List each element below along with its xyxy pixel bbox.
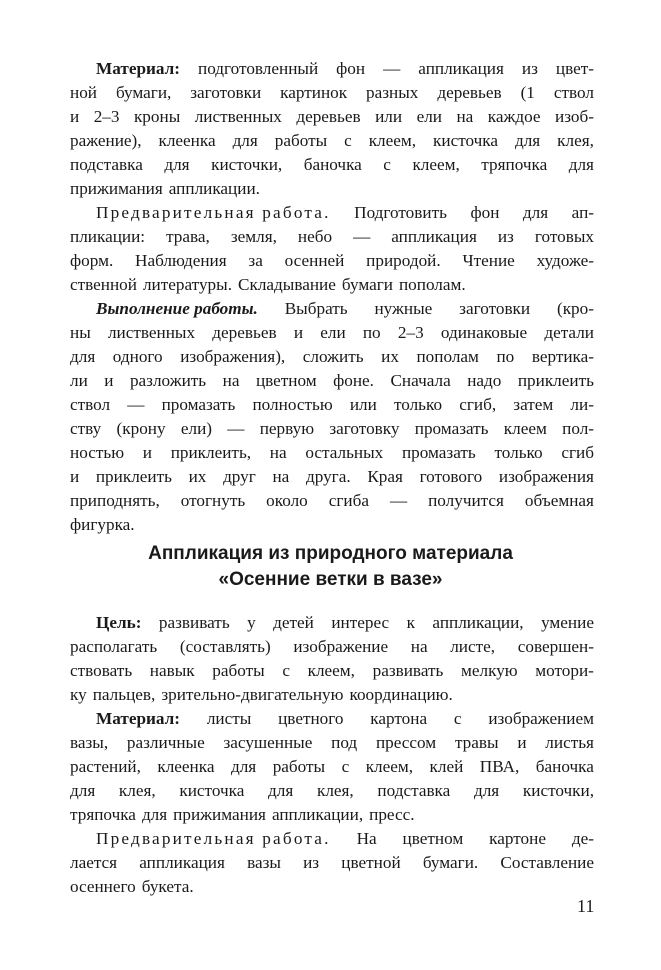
word: трава,: [166, 227, 210, 246]
text-line: [70, 57, 594, 81]
word: вазы,: [70, 733, 109, 752]
word: детали: [544, 323, 594, 342]
text-line: [70, 875, 594, 899]
word: бумаги,: [115, 83, 172, 102]
word: готовых: [534, 227, 594, 246]
text-line: [70, 201, 594, 225]
word: подставка: [377, 781, 451, 800]
word: прижимания: [173, 805, 266, 824]
word: кисточка: [179, 781, 245, 800]
word: располагать: [70, 637, 158, 656]
word: цветного: [278, 709, 344, 728]
word: Сначала: [390, 371, 451, 390]
text-line: [70, 81, 594, 105]
text-line: [70, 369, 594, 393]
word: работы: [272, 757, 326, 776]
text-line: [70, 393, 594, 417]
word: с: [341, 757, 350, 776]
word: На: [356, 829, 377, 848]
word: ап-: [571, 203, 594, 222]
word: пликации:: [70, 227, 146, 246]
text-line: [70, 321, 594, 345]
word: бумаги: [341, 275, 393, 294]
word: осеннего: [70, 877, 136, 896]
word: земля,: [230, 227, 277, 246]
word: клеем,: [368, 131, 417, 150]
word: фон: [470, 203, 500, 222]
text-line: [70, 683, 594, 707]
word: их: [188, 467, 207, 486]
word: и: [517, 733, 527, 752]
word: совершен-: [517, 637, 594, 656]
word: разложить: [129, 371, 207, 390]
word: осенней: [284, 251, 345, 270]
word: пополам.: [398, 275, 466, 294]
word: у: [247, 613, 256, 632]
word: или: [349, 395, 377, 414]
word: надо: [467, 371, 502, 390]
word: —: [127, 395, 145, 414]
word: для: [268, 781, 294, 800]
word: для: [230, 757, 257, 776]
word: травы: [454, 733, 499, 752]
word: друг: [223, 467, 256, 486]
word: пресс.: [369, 805, 415, 824]
paragraph-preliminary-work-2: [70, 827, 594, 899]
word: деревьев: [212, 323, 277, 342]
word: для: [141, 805, 168, 824]
word: прессом: [375, 733, 437, 752]
word: и: [293, 323, 304, 342]
word: изображения: [498, 467, 594, 486]
text-line: [70, 225, 594, 249]
word: цвет-: [555, 59, 594, 78]
word: природой.: [366, 251, 441, 270]
word: кисточки,: [211, 155, 283, 174]
paragraph-material-2: [70, 707, 594, 827]
word: первую: [259, 419, 315, 438]
word: на: [269, 443, 287, 462]
word: сгиб: [561, 443, 594, 462]
paragraph-label: Выполнение работы.: [96, 299, 258, 318]
word: картоне: [489, 829, 546, 848]
word: ели): [180, 419, 212, 438]
word: ели: [416, 107, 442, 126]
word: ственной: [70, 275, 137, 294]
word: для: [164, 155, 190, 174]
word: для: [522, 203, 549, 222]
word: цветном: [402, 829, 464, 848]
text-line: [70, 659, 594, 683]
word: лиственных: [194, 107, 282, 126]
word: на: [272, 467, 290, 486]
word: друга.: [305, 467, 351, 486]
word: развивать: [372, 661, 444, 680]
word: лиственных: [107, 323, 196, 342]
word: различные: [126, 733, 205, 752]
word: ели: [320, 323, 346, 342]
paragraph-goal: [70, 611, 594, 707]
word: и: [104, 371, 114, 390]
page-number: 11: [577, 896, 595, 916]
word: пол-: [562, 419, 594, 438]
word: умение: [541, 613, 594, 632]
word: для: [70, 781, 96, 800]
word: картинок: [280, 83, 348, 102]
word: ражение),: [70, 131, 142, 150]
word: 2–3: [93, 107, 120, 126]
word: затем: [513, 395, 554, 414]
section-heading-line-1: Аппликация из природного материала: [148, 543, 513, 564]
word: вертика-: [531, 347, 594, 366]
word: Края: [367, 467, 403, 486]
text-line: [70, 465, 594, 489]
word: прижимания: [70, 179, 163, 198]
word: аппликация: [418, 59, 504, 78]
paragraph-label: Цель:: [96, 613, 142, 632]
word: Наблюдения: [135, 251, 227, 270]
word: каждое: [487, 107, 541, 126]
word: промазать: [401, 443, 476, 462]
word: изображения),: [180, 347, 286, 366]
text-line: [70, 249, 594, 273]
paragraph-label: Предварительная работа.: [96, 829, 331, 848]
word: приподнять,: [70, 491, 160, 510]
word: изоб-: [555, 107, 594, 126]
word: Складывание: [238, 275, 336, 294]
word: только: [494, 443, 543, 462]
word: заготовки: [459, 299, 531, 318]
word: приклеить: [95, 467, 172, 486]
word: Составление: [500, 853, 594, 872]
word: листе,: [450, 637, 496, 656]
word: для: [232, 131, 258, 150]
word: (крону: [116, 419, 166, 438]
word: сгиб,: [459, 395, 497, 414]
text-line: [70, 611, 594, 635]
text-line: [70, 635, 594, 659]
word: клеем: [503, 419, 547, 438]
word: для: [473, 781, 500, 800]
word: —: [227, 419, 245, 438]
text-line: [70, 513, 594, 537]
word: засушенные: [223, 733, 313, 752]
word: небо: [297, 227, 333, 246]
word: детей: [273, 613, 314, 632]
word: на: [222, 371, 240, 390]
text-line: [70, 851, 594, 875]
word: клей: [429, 757, 464, 776]
text-line: [70, 177, 594, 201]
word: цветном: [255, 371, 317, 390]
word: по: [496, 347, 515, 366]
word: литературы.: [142, 275, 232, 294]
word: готового: [419, 467, 483, 486]
word: вазы: [247, 853, 281, 872]
word: нужные: [374, 299, 433, 318]
word: баночка: [535, 757, 594, 776]
word: аппликация: [391, 227, 477, 246]
word: букета.: [141, 877, 194, 896]
word: изображение: [293, 637, 389, 656]
text-line: [70, 779, 594, 803]
word: подготовленный: [198, 59, 319, 78]
word: де-: [571, 829, 594, 848]
text-line: [70, 441, 594, 465]
word: тряпочка: [481, 155, 548, 174]
word: —: [353, 227, 371, 246]
word: под: [331, 733, 358, 752]
word: —: [383, 59, 401, 78]
word: за: [248, 251, 263, 270]
word: одного: [112, 347, 163, 366]
paragraph-execution: [70, 297, 594, 537]
word: только: [393, 395, 443, 414]
word: ностью: [70, 443, 125, 462]
paragraph-preliminary-work-1: [70, 201, 594, 297]
word: зрительно-двигательную: [161, 685, 344, 704]
word: с: [282, 661, 290, 680]
word: фон: [336, 59, 366, 78]
word: Чтение: [462, 251, 515, 270]
word: изображением: [488, 709, 594, 728]
word: (кро-: [556, 299, 594, 318]
word: ли: [70, 371, 88, 390]
word: клеем,: [365, 757, 414, 776]
word: ны: [70, 323, 91, 342]
word: ку: [70, 685, 87, 704]
word: аппликации,: [271, 805, 364, 824]
word: 2–3: [397, 323, 424, 342]
word: подставка: [70, 155, 143, 174]
word: кроны: [133, 107, 181, 126]
word: сгиба: [328, 491, 369, 510]
text-line: [70, 489, 594, 513]
word: из: [521, 59, 538, 78]
word: деревьев: [296, 107, 361, 126]
word: промазать: [161, 395, 236, 414]
word: заготовки: [190, 83, 262, 102]
word: для: [568, 155, 594, 174]
word: пальцев,: [92, 685, 156, 704]
word: картона: [370, 709, 428, 728]
paragraph-material-1: [70, 57, 594, 201]
word: с: [383, 155, 391, 174]
word: ству: [70, 419, 102, 438]
text-line: [70, 345, 594, 369]
word: клеем,: [307, 661, 355, 680]
word: художе-: [536, 251, 594, 270]
word: работы: [274, 131, 328, 150]
word: кисточки,: [522, 781, 594, 800]
word: на: [410, 637, 428, 656]
word: и: [142, 443, 152, 462]
word: клеенка: [158, 131, 216, 150]
text-line: [70, 731, 594, 755]
word: клеенка: [157, 757, 215, 776]
word: объемная: [524, 491, 594, 510]
text-line: [70, 105, 594, 129]
text-line: [70, 803, 594, 827]
section-heading-line-2: «Осенние ветки в вазе»: [218, 569, 443, 590]
word: фоне.: [333, 371, 374, 390]
word: работы: [212, 661, 265, 680]
text-line: [70, 273, 594, 297]
text-line: [70, 755, 594, 779]
text-line: [70, 417, 594, 441]
word: из: [497, 227, 514, 246]
word: клеем,: [412, 155, 460, 174]
word: Подготовить: [354, 203, 447, 222]
paragraph-label: Материал:: [96, 59, 181, 78]
word: ной: [70, 83, 97, 102]
word: кисточка: [433, 131, 498, 150]
word: интерес: [331, 613, 390, 632]
word: или: [375, 107, 403, 126]
text-line: [70, 129, 594, 153]
word: форм.: [70, 251, 114, 270]
word: с: [344, 131, 352, 150]
word: клея,: [557, 131, 594, 150]
word: пополам: [416, 347, 479, 366]
word: отогнуть: [180, 491, 246, 510]
word: цветной: [341, 853, 401, 872]
word: аппликации.: [168, 179, 260, 198]
word: бумаги.: [422, 853, 479, 872]
word: разных: [366, 83, 419, 102]
word: для: [70, 347, 96, 366]
word: заготовку: [329, 419, 400, 438]
paragraph-label: Предварительная работа.: [96, 203, 331, 222]
text-line: [70, 297, 594, 321]
word: (1: [520, 83, 535, 102]
word: для: [514, 131, 541, 150]
word: тряпочка: [70, 805, 136, 824]
word: мелкую: [461, 661, 518, 680]
text-line: [70, 153, 594, 177]
word: ствовать: [70, 661, 133, 680]
word: около: [266, 491, 308, 510]
word: и: [70, 467, 80, 486]
word: получится: [428, 491, 504, 510]
word: аппликации,: [432, 613, 524, 632]
word: растений,: [70, 757, 141, 776]
word: —: [389, 491, 408, 510]
word: ПВА,: [479, 757, 520, 776]
word: приклеить,: [170, 443, 252, 462]
word: ствол: [553, 83, 594, 102]
word: развивать: [158, 613, 230, 632]
word: фигурка.: [70, 515, 135, 534]
paragraph-label: Материал:: [96, 709, 181, 728]
word: клея,: [118, 781, 156, 800]
word: баночка: [303, 155, 362, 174]
word: и: [70, 107, 80, 126]
word: листы: [206, 709, 252, 728]
word: по: [362, 323, 381, 342]
word: листья: [545, 733, 594, 752]
word: одинаковые: [440, 323, 528, 342]
word: ли-: [570, 395, 594, 414]
word: аппликация: [139, 853, 225, 872]
word: деревьев: [437, 83, 502, 102]
word: (составлять): [179, 637, 271, 656]
word: лается: [70, 853, 118, 872]
word: Выбрать: [284, 299, 348, 318]
word: навык: [149, 661, 195, 680]
word: клея,: [316, 781, 354, 800]
word: промазать: [414, 419, 489, 438]
word: на: [456, 107, 474, 126]
word: полностью: [252, 395, 333, 414]
word: ствол: [70, 395, 111, 414]
word: координацию.: [349, 685, 453, 704]
word: сложить: [302, 347, 364, 366]
word: из: [303, 853, 320, 872]
word: приклеить: [517, 371, 594, 390]
word: мотори-: [535, 661, 594, 680]
word: их: [381, 347, 399, 366]
word: с: [453, 709, 462, 728]
text-line: [70, 827, 594, 851]
text-line: [70, 707, 594, 731]
word: остальных: [305, 443, 384, 462]
word: к: [406, 613, 415, 632]
